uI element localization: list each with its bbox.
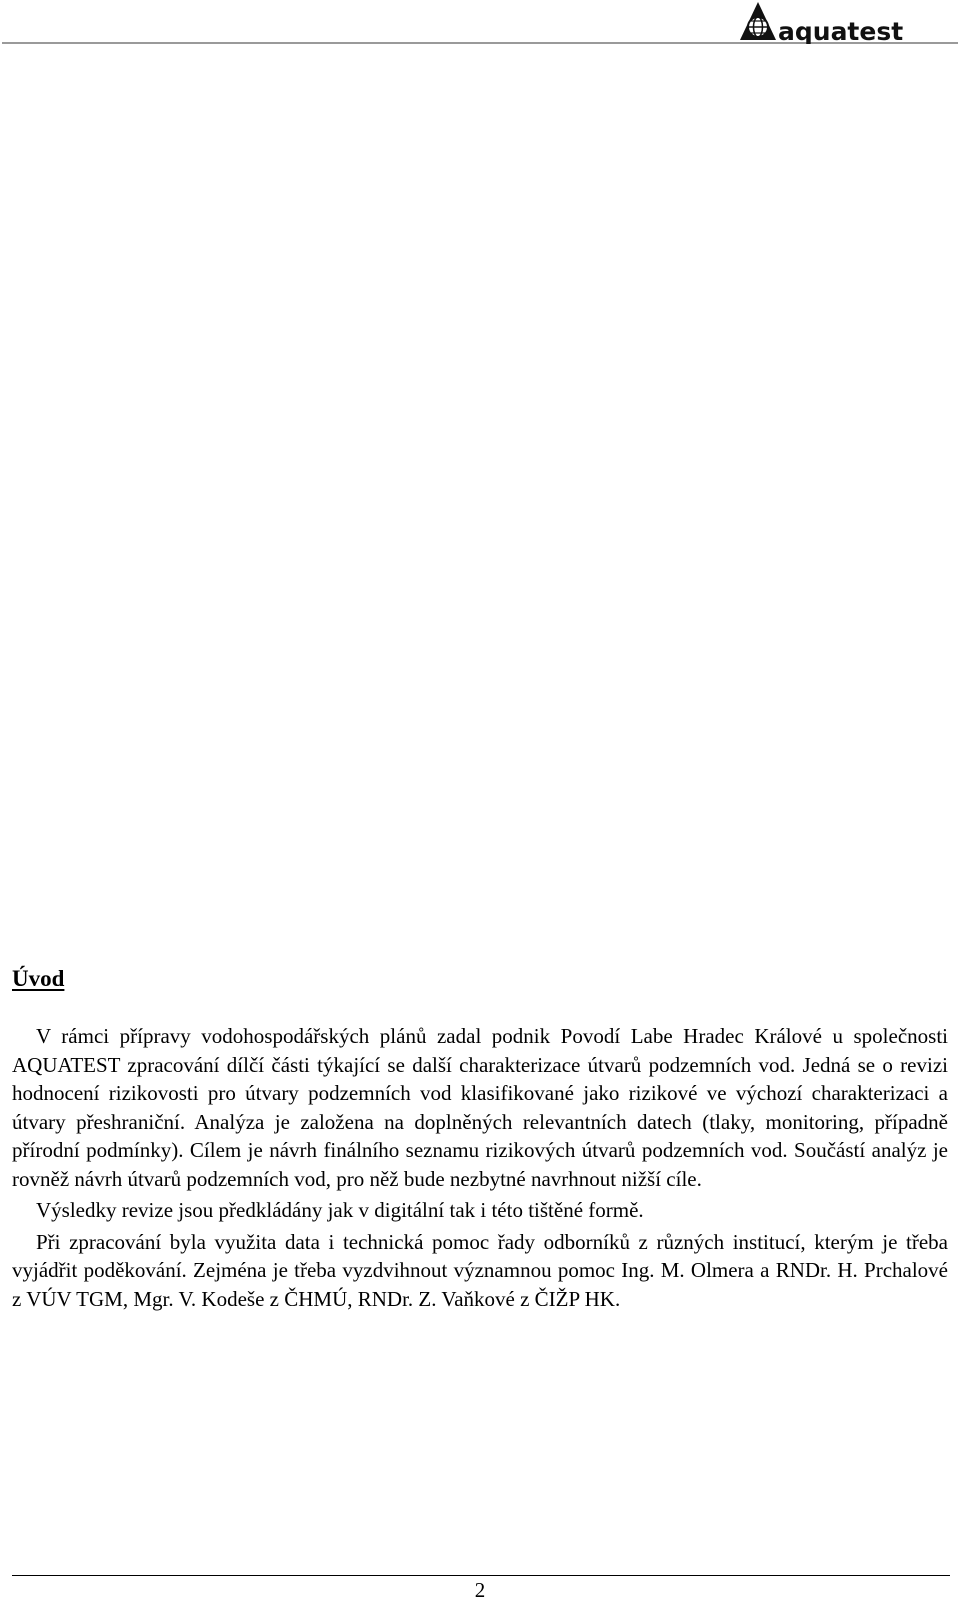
section-heading: Úvod [12,966,65,991]
page-number: 2 [474,1578,486,1602]
logo-globe-icon [736,0,950,44]
body-text [12,1022,948,1316]
aquatest-logo [736,0,950,44]
paragraph: Výsledky revize jsou předkládány jak v digitální tak i této tištěné formě. [36,1198,644,1222]
paragraph: V rámci přípravy vodohospodářských plánů zadal podnik Povodí Labe Hradec Králové u společnosti AQUATEST zpracování dílčí části týkající se další charakterizace útvarů podzemních vod. Jedná se o revizi hodnocení rizikovosti pro útvary podzemních vod klasifikované jako rizikové ve výchozí charakterizaci a útvary přeshraniční. Analýza je založena na doplněných relevantních datech (tlaky, monitoring, případně přírodní podmínky). Cílem je návrh finálního seznamu rizikových útvarů podzemních vod. Součástí analýz je rovněž návrh útvarů podzemních vod, pro něž bude nezbytné navrhnout nižší cíle. [12,1024,948,1191]
paragraph: Při zpracování byla využita data i technická pomoc řady odborníků z různých institucí, kterým je třeba vyjádřit poděkování. Zejména je třeba vyzdvihnout významnou pomoc Ing. M. Olmera a RNDr. H. Prchalové z VÚV TGM, Mgr. V. Kodeše z ČHMÚ, RNDr. Z. Vaňkové z ČIŽP HK. [12,1229,948,1311]
logo-wordmark: aquatest [778,17,904,44]
footer-rule [12,1575,950,1576]
